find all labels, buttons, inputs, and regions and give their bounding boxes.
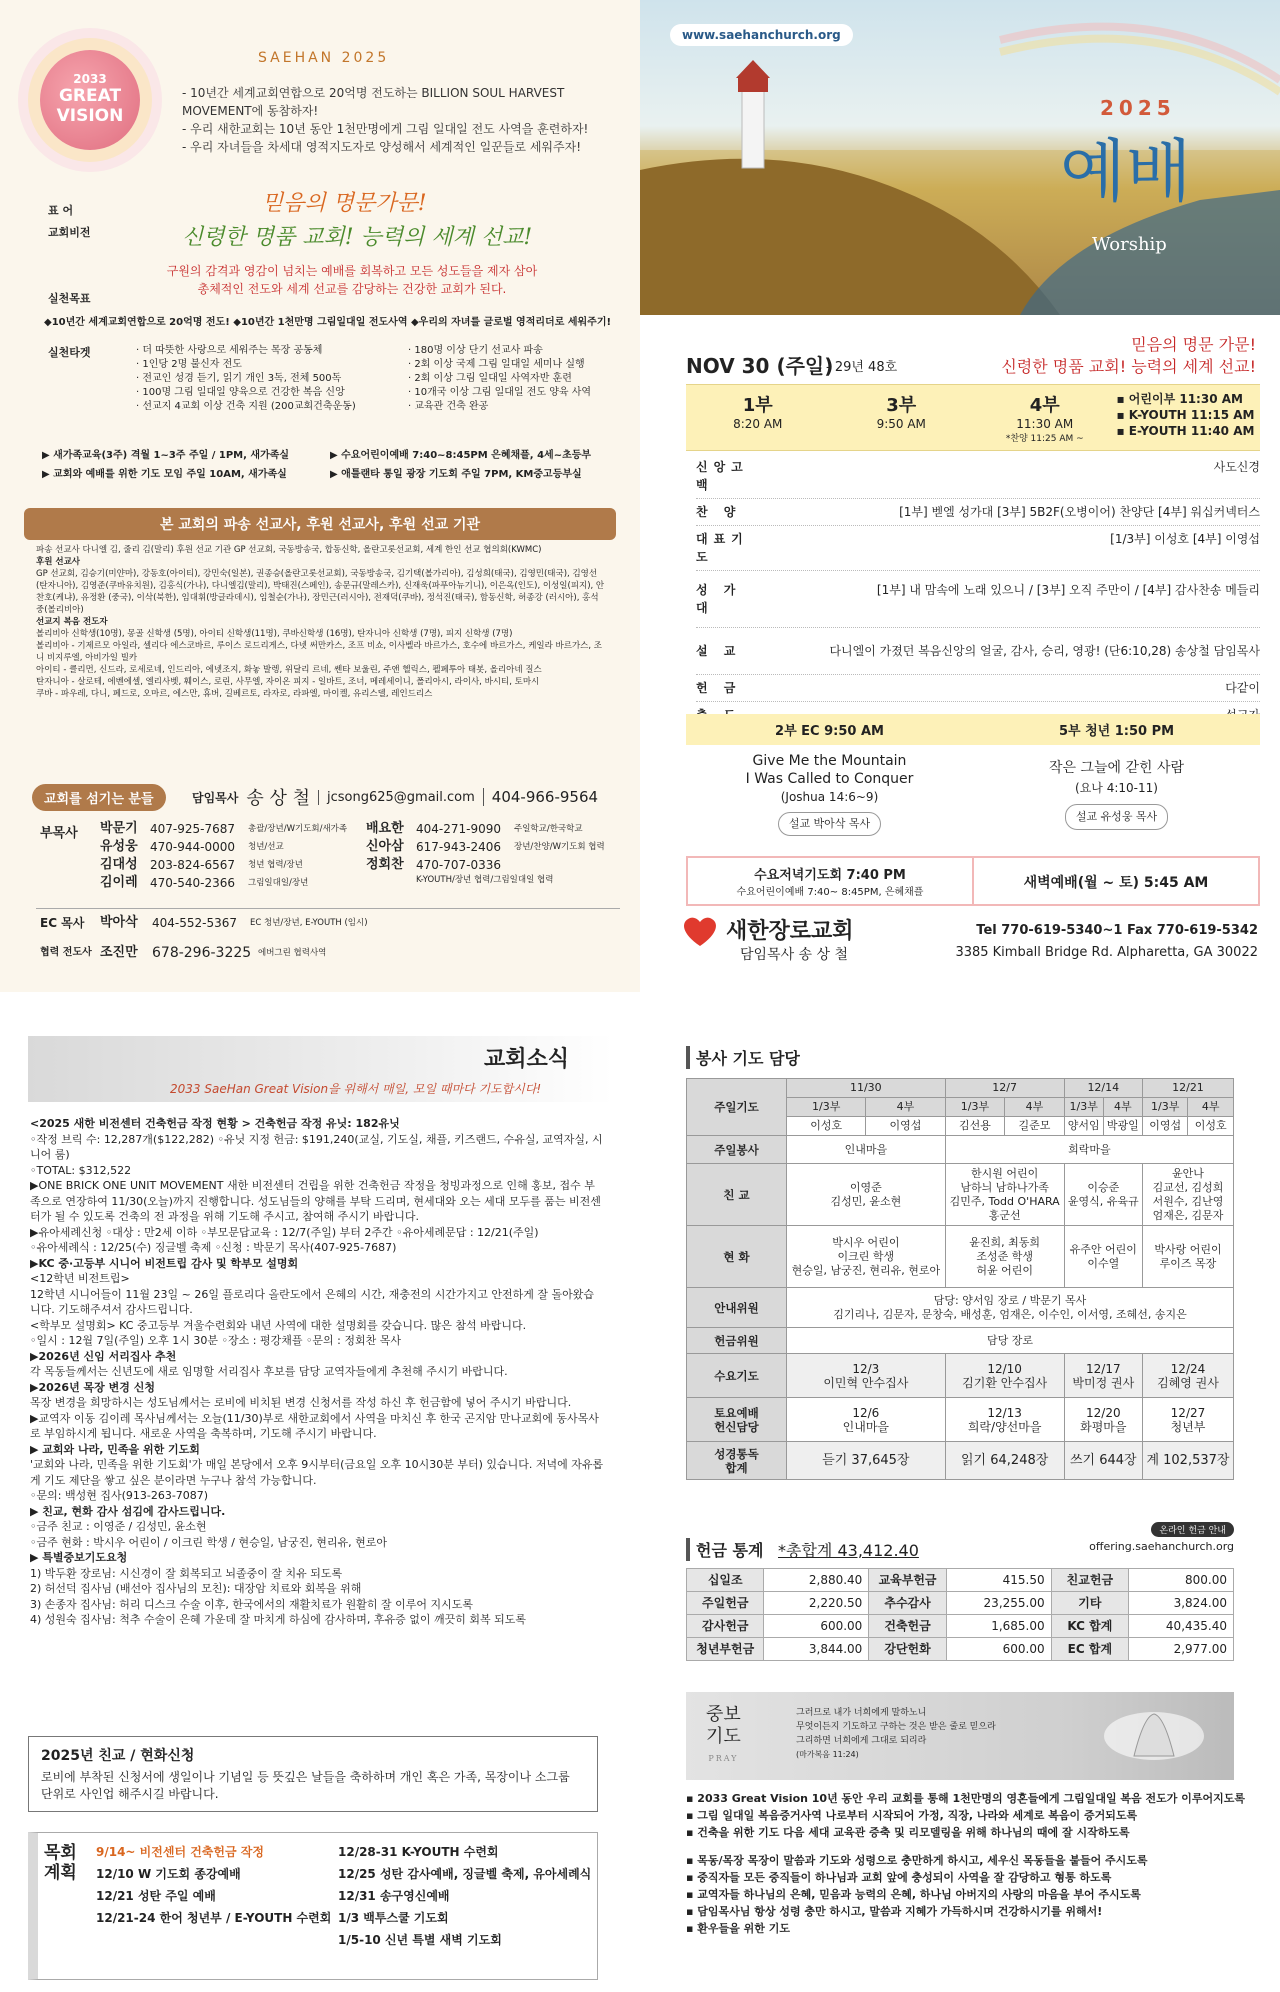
missions-line: 볼리비아 - 기제르모 아일라, 셀리다 에스코바르, 루이스 로드리게스, 다넷 써만카스, 조프 비쇼, 이사벨라 바르가스, 호수에 바르가스, 케일라 바르가스, 조니 비지루엘, 아비가일 빌카 (36, 641, 602, 663)
label-pyoeo: 표 어 (48, 204, 74, 217)
saehan-title: SAEHAN 2025 (258, 50, 390, 66)
staff-right (366, 820, 636, 886)
ec-sermon-title1: Give Me the Mountain (752, 753, 907, 769)
vision-bullet: - 우리 자녀들을 차세대 영적지도자로 양성해서 세계적인 일꾼들로 세워주자! (182, 140, 582, 154)
news-item: ◦금주 현화 : 박시우 어린이 / 이크린 학생 / 현승일, 남궁진, 현리유, 현로아 (30, 1535, 387, 1549)
vision-panel (0, 0, 640, 992)
youth-sermon-title: 작은 그늘에 갇힌 사람 (1048, 760, 1185, 776)
order-row: 신앙고백 사도신경 (696, 454, 1260, 499)
church-pastor: 담임목사 송 상 철 (740, 947, 849, 963)
missions-text (36, 544, 606, 700)
prayer-verse: 그러므로 내가 너희에게 말하노니 (796, 1708, 927, 1718)
news-item: 3) 손종자 집사님: 허리 디스크 수술 이후, 한국에서의 재활치료가 원활히 잘 이루어 지시도록 (30, 1597, 473, 1611)
staff-left (100, 820, 370, 892)
youth-ref: (요나 4:10-11) (1075, 781, 1158, 795)
coop-row: 협력 전도사 조진만 678-296-3225 에버그린 협력사역 (40, 945, 327, 961)
label-goal: 실천목표 (48, 292, 91, 305)
offering-total: *총합계 43,412.40 (778, 1541, 919, 1560)
order-of-worship (696, 454, 1260, 729)
prayer-note: ▪ 중직자들 모든 중직들이 하나님과 교회 앞에 충성되이 사역을 잘 감당하고 형통 하도록 (686, 1871, 1112, 1884)
vision-bullets (182, 84, 622, 156)
staff-row: 배요한 404-271-9090 주일학교/한국학교 (366, 821, 583, 836)
target-item: · 10개국 이상 그림 일대일 전도 양육 사역 (408, 387, 592, 398)
logo-line2: VISION (56, 106, 124, 126)
prayer-label1: 중보 (706, 1704, 741, 1725)
prayer-notes-2 (686, 1852, 1246, 1937)
news-item: ▶교역자 이동 김이레 목사님께서는 오늘(11/30)부로 새한교회에서 사역을 마치신 후 한국 곤지암 만나교회에 동사목사로 부임하시게 됩니다. 새로운 사역을 축복하며, 기도해 주시기 바랍니다. (30, 1411, 599, 1440)
news-item: 12학년 시니어들이 11월 23일 ~ 26일 플로리다 올란도에서 은혜의 시간, 재충전의 시간가지고 안전하게 잘 돌아왔습니다. 기도해주셔서 감사드립니다. (30, 1287, 594, 1316)
church-tel: Tel 770-619-5340~1 Fax 770-619-5342 (976, 923, 1258, 938)
prayer-note: ▪ 담임목사님 항상 성령 충만 하시고, 말씀과 지혜가 가득하시며 건강하시기를 위해서! (686, 1905, 1103, 1918)
church-contact (955, 920, 1258, 964)
staff-row: 정회찬 470-707-0336 (366, 857, 502, 872)
website-url[interactable]: www.saehanchurch.org (670, 24, 853, 46)
staff-row: 박문기 407-925-7687 총괄/장년/W기도회/새가족 (100, 821, 348, 836)
vision-text1: 구원의 감격과 영감이 넘치는 예배를 회복하고 모든 성도들을 제자 삼아 (166, 264, 538, 278)
plan-label: 목회 계획 (44, 1843, 77, 1883)
offering-table: 십일조 2,880.40 교육부헌금 415.50 친교헌금 800.00 주일헌금 2,220.50 추수감사 23,255.00 기타 3,824.00 감사헌금 600.00 건축헌금 1,685.00 KC 합계 40,435.40 청년부헌금 3,844.00 강단헌화 600.00 EC 합계 2,977.00 (686, 1568, 1234, 1661)
wed-service: 수요저녁기도회 7:40 PM (754, 868, 906, 883)
church-logo-icon (680, 914, 720, 948)
ec-ref: (Joshua 14:6~9) (780, 790, 879, 804)
header-slogans (1001, 334, 1256, 378)
news-item: 2) 허선덕 집사님 (배선아 집사님의 모친): 대장암 치료와 회복을 위해 (30, 1582, 362, 1595)
pastor-name: 송 상 철 (246, 788, 310, 809)
vision-bullet: - 우리 새한교회는 10년 동안 1천만명에게 그림 일대일 전도 사역을 훈련하자! (182, 122, 589, 136)
order-row: 대표기도 [1/3부] 이성호 [4부] 이영섭 (696, 526, 1260, 571)
missions-line: 파송 선교사 다니엘 김, 줄리 김(말리) 후원 선교 기관 GP 선교회, 국동방송국, 합동신학, 올란고롯선교회, 세계 한인 선교 협의회(KWMC) (36, 545, 542, 555)
vision-text2: 총체적인 전도와 세계 선교를 감당하는 건강한 교회가 된다. (197, 282, 507, 296)
news-item: <2025 새한 비전센터 건축헌금 작정 현황 > 건축헌금 작정 유닛: 182유닛 (30, 1117, 400, 1130)
wed-children: 수요어린이예배 7:40~ 8:45PM, 은혜채플 (736, 887, 924, 898)
youth-sermon (973, 758, 1260, 830)
header-slogan2: 신령한 명품 교회! 능력의 세계 선교! (1001, 357, 1256, 376)
news-item: 4) 성원숙 집사님: 척추 수술이 은혜 가운데 잘 마치게 하심에 감사하며, 후유증 없이 깨끗히 회복 되도록 (30, 1613, 526, 1626)
target-item: · 교육관 건축 완공 (408, 401, 489, 412)
prayer-note: ▪ 교역자들 하나님의 은혜, 믿음과 능력의 은혜, 하나님 아버지의 사랑의 마음을 부어 주시도록 (686, 1888, 1141, 1901)
ec-sermon-title2: I Was Called to Conquer (745, 771, 914, 787)
missions-line: 아이티 - 클리먼, 신드라, 로세로네, 인드리아, 에넷조지, 화놓 발렝, 위달리 르네, 쎈타 보울린, 주앤 헬릭스, 펠페투아 태봇, 올리아네 질스 (36, 665, 542, 675)
pastoral-plan (28, 1832, 598, 1980)
label-vision: 교회비전 (48, 226, 91, 239)
target-item: · 100명 그림 일대일 양육으로 건강한 복음 신앙 (136, 387, 345, 398)
service-1: 1부 8:20 AM (733, 395, 783, 431)
staff-pill: 교회를 섬기는 분들 (32, 784, 166, 811)
news-item: ◦일시 : 12월 7일(주일) 오후 1시 30분 ◦장소 : 평강채플 ◦문의 : 정회찬 목사 (30, 1334, 402, 1347)
prayer-note: ▪ 건축을 위한 기도 다음 세대 교육관 증축 및 리모델링을 위해 하나님의 때에 잘 시작하도록 (686, 1826, 1130, 1839)
bulletin-issue: - 29년 48호 (826, 360, 898, 375)
service-stats-panel (640, 992, 1280, 1992)
staff-row: 신아삼 617-943-2406 장년/찬양/W기도회 협력 (366, 839, 605, 854)
news-item: ▶ 교회와 나라, 민족을 위한 기도회 (30, 1442, 200, 1456)
info-right (330, 446, 630, 484)
ec-youth-bar (686, 714, 1260, 745)
news-item: ▶2026년 신임 서리집사 추천 (30, 1349, 177, 1363)
news-item: ◦TOTAL: $312,522 (30, 1163, 132, 1177)
fellowship-box (28, 1736, 598, 1812)
service-4: 4부 11:30 AM *찬양 11:25 AM ~ (1005, 395, 1084, 444)
missions-line: 후원 선교사 (36, 557, 81, 567)
pastor-phone: 404-966-9564 (483, 788, 598, 806)
ec-service: 2부 EC 9:50 AM (775, 724, 884, 739)
prayer-notes-1 (686, 1790, 1246, 1841)
worship-panel (640, 0, 1280, 992)
news-item: <12학년 비전트립> (30, 1272, 130, 1285)
slogan-line2: 신령한 명품 교회! 능력의 세계 선교! (182, 225, 533, 250)
news-item: ◦금주 친교 : 이영준 / 김성민, 윤소현 (30, 1520, 207, 1533)
vision-statement (152, 262, 552, 298)
info-item: ▶ 새가족교육(3주) 격월 1~3주 주일 / 1PM, 새가족실 (42, 450, 290, 461)
weekday-services (686, 856, 1260, 906)
info-left (42, 446, 322, 484)
news-item: 1) 박두환 장로님: 시신경이 잘 회복되고 뇌졸중이 잘 치유 되도록 (30, 1566, 343, 1580)
staff-row: 김이레 470-540-2366 그림일대일/장년 (100, 875, 309, 890)
pastor-row (192, 784, 598, 810)
prayer-note: ▪ 2033 Great Vision 10년 동안 우리 교회를 통해 1천만명의 영혼들에게 그림일대일 복음 전도가 이루어지도록 (686, 1792, 1245, 1805)
missions-line: 쿠바 - 파우레, 다니, 페드로, 오마르, 에스만, 휴버, 길베르토, 라자로, 라파엘, 마이켈, 유리스델, 레인드리스 (36, 689, 433, 699)
missions-line: 볼리비아 신학생(10명), 몽골 신학생 (5명), 아이티 신학생(11명), 쿠바신학생 (16명), 탄자니아 신학생 (7명), 피지 신학생 (7명) (36, 629, 513, 639)
missions-line: 선교지 복음 전도자 (36, 617, 108, 627)
service-extra: ▪ 어린이부 11:30 AM ▪ K-YOUTH 11:15 AM ▪ E-YOUTH 11:40 AM (1116, 392, 1255, 438)
year-label: 2025 (1100, 96, 1176, 120)
prayer-verse: 그리하면 너희에게 그대로 되리라 (796, 1736, 927, 1746)
news-item: 목장 변경을 희망하시는 성도님께서는 로비에 비치된 변경 신청서를 작성 하신 후 헌금함에 넣어 주시기 바랍니다. (30, 1396, 572, 1409)
target-item: · 전교인 성경 듣기, 읽기 개인 3독, 전체 500독 (136, 373, 342, 384)
target-item: · 1인당 2명 불신자 전도 (136, 359, 242, 370)
prayer-note: ▪ 환우들을 위한 기도 (686, 1922, 790, 1935)
news-item: ▶KC 중·고등부 시니어 비전트립 감사 및 학부모 설명회 (30, 1256, 299, 1270)
targets-left (136, 344, 406, 414)
offering-url[interactable]: offering.saehanchurch.org (1089, 1540, 1234, 1553)
church-name: 새한장로교회 (726, 919, 854, 944)
news-panel (0, 992, 640, 1992)
header-slogan1: 믿음의 명문 가문! (1131, 335, 1256, 354)
news-list (30, 1116, 604, 1628)
order-row: 헌 금 다같이 (696, 675, 1260, 702)
ec-row: EC 목사 박아삭 404-552-5367 EC 청년/장년, E-YOUTH (임시) (40, 915, 368, 930)
fellowship-box-text: 로비에 부착된 신청서에 생일이나 기념일 등 뜻깊은 날들을 축하하며 개인 혹은 가족, 목장이나 소그룹 단위로 사인업 해주시길 바랍니다. (41, 1770, 570, 1801)
missions-line: GP 선교회, 김승기(미얀마), 강동호(아이티), 강민숙(일본), 권종승(올란고롯선교회), 국동방송국, 김기택(볼가리아), 김성희(태국), 김영민(태국), 김영선(탄자니아), 김영준(쿠바유치원), 김홍식(가나), 다니엘김(말리), 박태진(스페인), 송문규(말레스카), 신재욱(파푸아뉴기니), 이은옥(인도), 이성일(피지), 안찬호(케냐), 유정환 (중국), 이삭(북한), 임대휘(방글라데시), 임철순(가나), 장민근(러시아), 전재덕(쿠바), 정석진(태국), 함동신학, 허종강 (러시아), 홍석중(볼리비아) (36, 569, 605, 615)
prayer-label2: 기도 (706, 1726, 741, 1747)
news-item: ◦유아세례식 : 12/25(수) 징글벨 축제 ◦신청 : 박문기 목사(407-925-7687) (30, 1241, 397, 1254)
target-item: · 2회 이상 국제 그림 일대일 세미나 실행 (408, 359, 585, 370)
logo-year: 2033 (73, 72, 107, 86)
ec-sermon (686, 752, 973, 836)
praying-hands-icon (1094, 1706, 1214, 1766)
pastor-email[interactable]: jcsong625@gmail.com (318, 790, 475, 805)
dawn-service: 새벽예배(월 ~ 토) 5:45 AM (1023, 875, 1209, 891)
order-row: 찬 양 [1부] 벧엘 성가대 [3부] 5B2F(오병이어) 찬양단 [4부] 워십커넥터스 (696, 499, 1260, 526)
slogan-line1: 믿음의 명문가문! (262, 191, 427, 216)
order-row: 설 교 다니엘이 가졌던 복음신앙의 얼굴, 감사, 승리, 영광! (단6:10,28) 송상철 담임목사 (696, 628, 1260, 675)
target-item: · 2회 이상 그림 일대일 사역자반 훈련 (408, 373, 572, 384)
prayer-label3: PRAY (708, 1754, 739, 1763)
target-item: · 더 따뜻한 사랑으로 세워주는 목장 공동체 (136, 345, 323, 356)
news-item: ▶유아세례신청 ◦대상 : 만2세 이하 ◦부모문답교육 : 12/7(주일) 부터 2주간 ◦유아세례문답 : 12/21(주일) (30, 1225, 539, 1239)
missions-line: 탄자니아 - 살로테, 에벤에셀, 엘리사벳, 훼이스, 로린, 사무엘, 자이온 피지 - 일바트, 조너, 메레세이니, 폴리아시, 라이사, 바시티, 토마시 (36, 677, 540, 687)
pastor-label: 담임목사 (192, 790, 239, 805)
youth-service: 5부 청년 1:50 PM (1058, 724, 1175, 739)
target-item: · 선교지 4교회 이상 건축 지원 (200교회건축운동) (136, 401, 356, 412)
news-title: 교회소식 (484, 1047, 570, 1072)
news-item: ▶ 친교, 현화 감사 섬김에 감사드립니다. (30, 1504, 226, 1518)
ec-preacher: 설교 박아삭 목사 (778, 812, 881, 836)
staff-role: K-YOUTH/장년 협력/그림일대일 협력 (416, 875, 554, 885)
info-item: ▶ 애틀랜타 통일 광장 기도회 주일 7PM, KM중고등부실 (330, 469, 582, 480)
service-title: 봉사 기도 담당 (686, 1046, 800, 1069)
news-item: 각 목동들께서는 신년도에 새로 임명할 서리집사 후보를 담당 교역자들에게 추천해 주시기 바랍니다. (30, 1365, 508, 1378)
offering-title: 헌금 통계 (686, 1538, 763, 1561)
news-subtitle: 2033 SaeHan Great Vision을 위해서 매일, 모일 때마다 기도합시다! (170, 1082, 542, 1096)
church-address: 3385 Kimball Bridge Rd. Alpharetta, GA 30022 (955, 945, 1258, 960)
plan-left: 9/14~ 비전센터 건축헌금 작정 12/10 W 기도회 종강예배 12/21 성탄 주일 예배 12/21-24 한어 청년부 / E-YOUTH 수련회 (96, 1845, 332, 1925)
goal-line: ◆10년간 세계교회연합으로 20억명 전도! ◆10년간 1천만명 그림일대일 전도사역 ◆우리의 자녀를 글로벌 영적리더로 세워주기! (44, 317, 612, 328)
prayer-verse: 무엇이든지 기도하고 구하는 것은 받은 줄로 믿으라 (796, 1722, 996, 1732)
news-item: ▶ 특별중보기도요청 (30, 1551, 128, 1564)
news-item: ▶ONE BRICK ONE UNIT MOVEMENT 새한 비전센터 건립을 위한 건축헌금 작정을 청빙과정으로 인해 홍보, 접수 부족으로 연장하여 11/30(오늘)까지 진행합니다. 성도님들의 양해를 부탁 드리며, 현세대와 오는 세대 모두를 품는 비전센터가 될 수 있도록 건축의 전 과정을 위해 기도해 주시고, 참여해 주시기 바랍니다. (30, 1179, 601, 1223)
info-item: ▶ 교회와 예배를 위한 기도 모임 주일 10AM, 새가족실 (42, 469, 287, 480)
assoc-label: 부목사 (40, 826, 78, 841)
target-item: · 180명 이상 단기 선교사 파송 (408, 345, 543, 356)
logo-line1: GREAT (58, 86, 122, 106)
online-offering-badge: 온라인 헌금 안내 (1151, 1522, 1234, 1537)
news-item: ▶2026년 목장 변경 신청 (30, 1380, 155, 1394)
prayer-box (686, 1692, 1234, 1780)
targets-right (408, 344, 633, 414)
prayer-note: ▪ 그림 일대일 복음증거사역 나로부터 시작되어 가정, 직장, 나라와 세계로 복음이 증거되도록 (686, 1809, 1138, 1822)
service-times (686, 384, 1260, 451)
service-3: 3부 9:50 AM (876, 395, 926, 431)
news-item: ◦문의: 백성현 집사(913-263-7087) (30, 1489, 209, 1502)
prayer-note: ▪ 목동/목장 목장이 말씀과 기도와 성령으로 충만하게 하시고, 세우신 목동들을 붙들어 주시도록 (686, 1854, 1148, 1867)
worship-title: 예배 (1060, 133, 1192, 212)
missions-title: 본 교회의 파송 선교사, 후원 선교사, 후원 선교 기관 (24, 508, 616, 540)
bulletin-date: NOV 30 (주일) (686, 354, 834, 378)
fellowship-box-title: 2025년 친교 / 현화신청 (41, 1748, 195, 1764)
label-target: 실천타겟 (48, 346, 91, 359)
news-item: '교회와 나라, 민족을 위한 기도회'가 매일 본당에서 오후 9시부터(금요일 오후 10시30분 부터) 있습니다. 저녁에 자유롭게 기도 제단을 쌓고 싶은 분이라면 누구나 참석 가능합니다. (30, 1458, 604, 1487)
staff-row: 유성웅 470-944-0000 청년/선교 (100, 839, 284, 854)
vision-bullet: - 10년간 세계교회연합으로 20억명 전도하는 BILLION SOUL HARVEST MOVEMENT에 동참하자! (182, 86, 565, 118)
staff-row: 김대성 203-824-6567 청년 협력/장년 (100, 857, 303, 872)
service-table: 주일기도 11/30 12/7 12/14 12/21 1/3부 4부 1/3부 4부 1/3부 4부 1/3부 4부 이성호 이영섭 김선용 길준모 양서임 박광일 이영섭 이성호 주일봉사 인내마을 희락마을 친 교 이영준 김성민, 윤소현 한시원 어린이 남하늬 남하나가족 김민주, Todd O'HARA 홍군선 이승준 윤영식, 유육규 윤안나 김교선, 김성희 서원수, 김난영 엄재은, 김문자 현 화 박시우 어린이 이크린 학생 현승일, 남궁진, 현리유, 현로아 윤진희, 최동희 조성준 학생 허윤 어린이 유주안 어린이 이수열 박사랑 어린이 루이즈 목장 안내위원 담당: 양서임 장로 / 박문기 목사 김기리나, 김문자, 문창숙, 배성훈, 엄재은, 이수인, 이서영, 조혜선, 송지은 헌금위원 담당 장로 수요기도 12/3 이민혁 안수집사 12/10 김기환 안수집사 12/17 박미정 권사 12/24 김혜영 권사 토요예배 헌신담당 12/6 인내마을 12/13 희락/양선마을 12/20 화평마을 12/27 청년부 성경통독 합계 듣기 37,645장 읽기 64,248장 쓰기 644장 계 102,537장 (686, 1078, 1234, 1480)
great-vision-logo (40, 50, 140, 150)
prayer-verse-ref: (마가복음 11:24) (796, 1750, 859, 1759)
order-row: 성 가 대 [1부] 내 맘속에 노래 있으니 / [3부] 오직 주만이 / [4부] 감사찬송 메들리 (696, 571, 1260, 628)
youth-preacher: 설교 유성웅 목사 (1065, 804, 1168, 830)
worship-subtitle: Worship (1092, 234, 1167, 255)
info-item: ▶ 수요어린이예배 7:40~8:45PM 은혜채플, 4세~초등부 (330, 450, 592, 461)
news-item: ◦작정 브릭 수: 12,287개($122,282) ◦유닛 지정 헌금: $191,240(교실, 기도실, 채플, 키즈랜드, 수유실, 교역자실, 시니어 룸) (30, 1132, 603, 1161)
news-item: <학부모 설명회> KC 중고등부 겨울수련회와 내년 사역에 대한 설명회를 갖습니다. 많은 참석 바랍니다. (30, 1318, 527, 1332)
plan-right: 12/28-31 K-YOUTH 수련회 12/25 성탄 감사예배, 징글벨 축제, 유아세례식 12/31 송구영신예배 1/3 백투스쿨 기도회 1/5-10 신년 특별 새벽 기도회 (338, 1845, 592, 1947)
